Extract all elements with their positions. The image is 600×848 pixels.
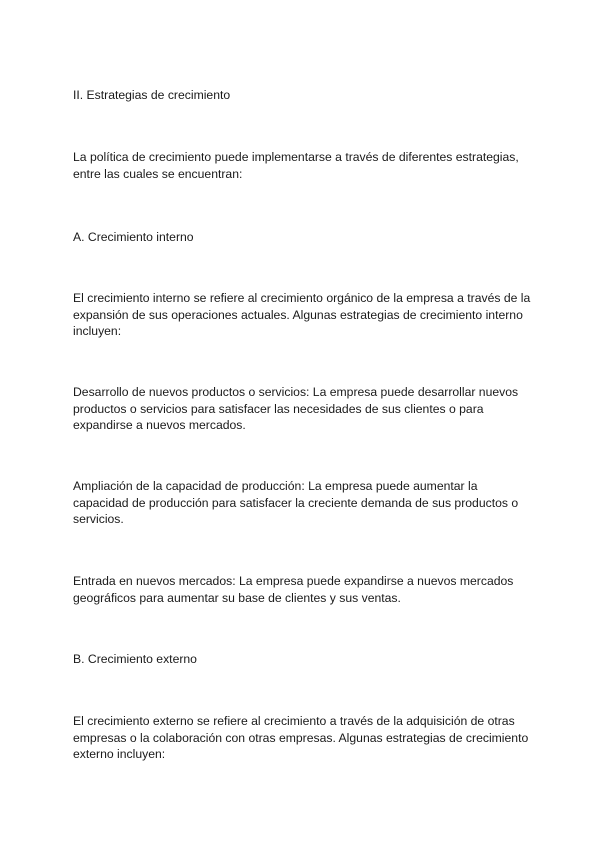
heading-external-growth [73,651,543,668]
heading-external-growth-text: B. Crecimiento externo [73,652,197,666]
intro-paragraph [73,149,543,182]
strategy-line: capacidad de producción para satisfacer la creciente demanda de sus productos o [73,495,519,510]
strategy-line: Entrada en nuevos mercados: La empresa puede expandirse a nuevos mercados [73,574,514,588]
strategy-line: Ampliación de la capacidad de producción: La empresa puede aumentar la [73,479,478,493]
definition-line: incluyen: [73,324,122,338]
section-title-text: II. Estrategias de crecimiento [73,88,231,102]
strategy-line: Desarrollo de nuevos productos o servicios: La empresa puede desarrollar nuevos [73,385,519,399]
section-title [73,87,543,104]
definition-line: expansión de sus operaciones actuales. Algunas estrategias de crecimiento interno [73,307,523,322]
strategy-line: expandirse a nuevos mercados. [73,418,246,432]
strategy-production-capacity [73,478,543,528]
definition-line: empresas o la colaboración con otras empresas. Algunas estrategias de crecimiento [73,730,529,745]
strategy-line: servicios. [73,512,124,526]
definition-line: externo incluyen: [73,747,166,761]
intro-line: La política de crecimiento puede implementarse a través de diferentes estrategias, [73,150,519,164]
strategy-line: productos o servicios para satisfacer las necesidades de sus clientes o para [73,401,484,416]
external-growth-definition [73,713,543,763]
strategy-new-markets [73,573,543,606]
definition-line: El crecimiento externo se refiere al crecimiento a través de la adquisición de otras [73,714,515,728]
definition-line: El crecimiento interno se refiere al crecimiento orgánico de la empresa a través de la [73,291,531,305]
heading-internal-growth-text: A. Crecimiento interno [73,230,194,244]
intro-line: entre las cuales se encuentran: [73,166,243,181]
strategy-line: geográficos para aumentar su base de clientes y sus ventas. [73,590,401,605]
heading-internal-growth [73,229,543,246]
strategy-new-products [73,384,543,434]
internal-growth-definition [73,290,543,340]
